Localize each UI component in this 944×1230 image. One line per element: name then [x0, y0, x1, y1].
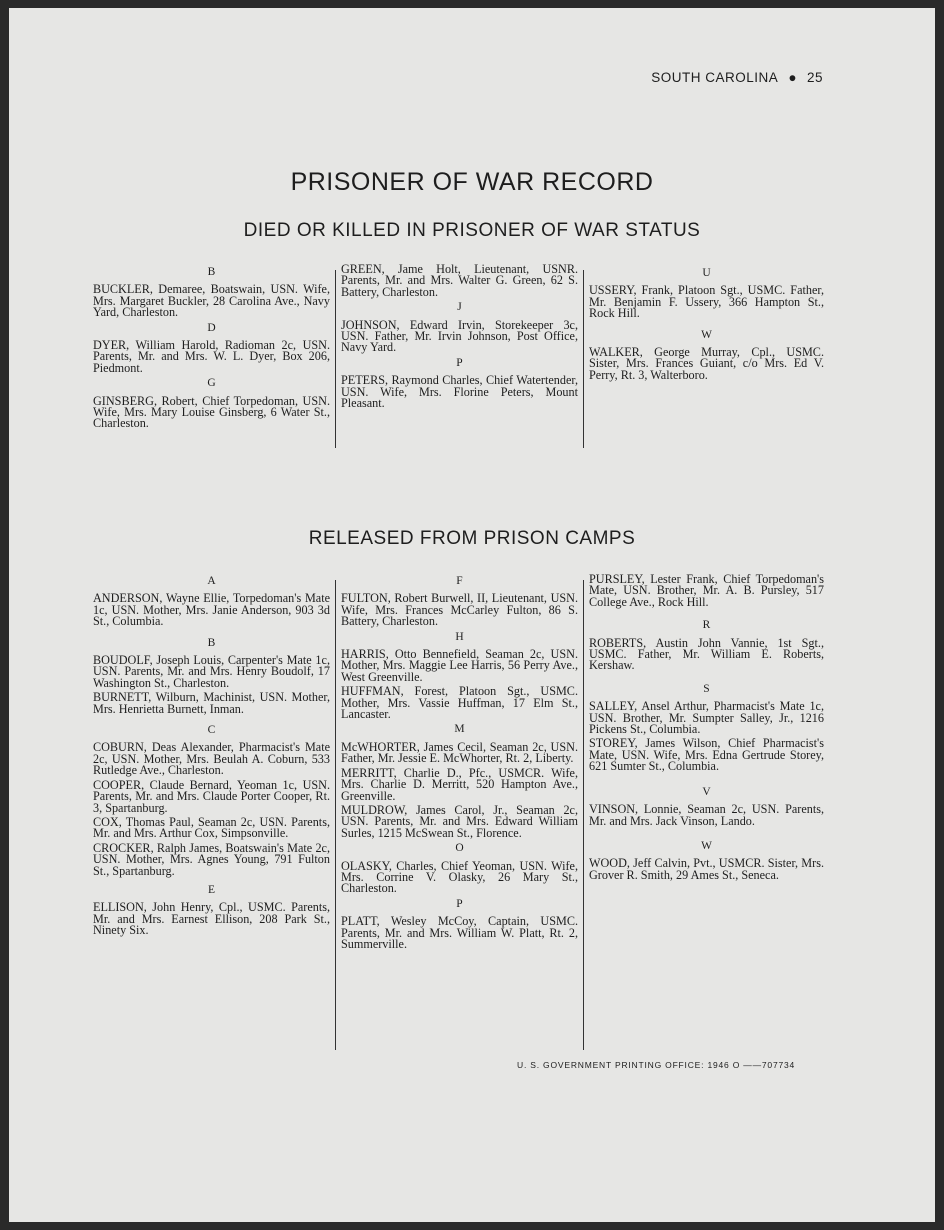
letter-group: [589, 787, 824, 827]
running-header: [651, 70, 823, 85]
released-column-3: [589, 574, 824, 884]
section-heading-released: RELEASED FROM PRISON CAMPS: [308, 528, 636, 549]
header-state: SOUTH CAROLINA: [651, 70, 779, 85]
prisoner-entry: PLATT, Wesley McCoy, Captain, USMC. Parents, Mr. and Mrs. William W. Platt, Rt. 2, Summerville.: [341, 914, 578, 951]
letter-group: [93, 638, 330, 715]
prisoner-entry: BOUDOLF, Joseph Louis, Carpenter's Mate 1c, USN. Parents, Mr. and Mrs. Henry Boudolf, 17 Washington St., Charleston.: [93, 653, 330, 690]
prisoner-entry: McWHORTER, James Cecil, Seaman 2c, USN. Father, Mr. Jessie E. McWhorter, Rt. 2, Liberty.: [341, 739, 578, 766]
column-divider: [583, 580, 584, 1050]
alphabet-letter-heading: D: [207, 321, 216, 334]
alphabet-letter-heading: F: [456, 575, 463, 587]
section-heading-died: DIED OR KILLED IN PRISONER OF WAR STATUS: [243, 220, 701, 241]
letter-group: [341, 302, 578, 354]
letter-group: [93, 378, 330, 430]
prisoner-entry: COOPER, Claude Bernard, Yeoman 1c, USN. Parents, Mr. and Mrs. Claude Porter Cooper, Rt. 3, Spartanburg.: [93, 777, 330, 815]
prisoner-entry: GREEN, Jame Holt, Lieutenant, USNR. Parents, Mr. and Mrs. Walter G. Green, 62 S. Battery, Charleston.: [341, 262, 578, 299]
alphabet-letter-heading: H: [455, 630, 464, 643]
prisoner-entry: ANDERSON, Wayne Ellie, Torpedoman's Mate 1c, USN. Mother, Mrs. Janie Anderson, 903 3d St., Columbia.: [93, 591, 330, 629]
alphabet-letter-heading: S: [703, 682, 710, 695]
letter-group: [93, 725, 330, 877]
prisoner-entry: SALLEY, Ansel Arthur, Pharmacist's Mate 1c, USN. Brother, Mr. Sumpter Salley, Jr., 1216 Pickens St., Columbia.: [589, 699, 824, 737]
page-title: PRISONER OF WAR RECORD: [290, 168, 654, 196]
prisoner-entry: BUCKLER, Demaree, Boatswain, USN. Wife, Mrs. Margaret Buckler, 28 Carolina Ave., Navy Yard, Charleston.: [93, 282, 330, 320]
prisoner-entry: COBURN, Deas Alexander, Pharmacist's Mate 2c, USN. Mother, Mrs. Beulah A. Coburn, 533 Rutledge Ave., Charleston.: [93, 740, 330, 778]
prisoner-entry: MERRITT, Charlie D., Pfc., USMCR. Wife, Mrs. Charlie D. Merritt, 520 Hampton Ave., Greenville.: [341, 765, 578, 803]
prisoner-entry: OLASKY, Charles, Chief Yeoman, USN. Wife, Mrs. Corrine V. Olasky, 26 Mary St., Charleston.: [341, 858, 578, 896]
letter-group: [589, 574, 824, 608]
alphabet-letter-heading: B: [207, 266, 216, 278]
released-column-2: [341, 572, 578, 953]
alphabet-letter-heading: W: [701, 328, 712, 341]
letter-group: [341, 899, 578, 951]
letter-group: [341, 576, 578, 628]
died-column-3: [589, 264, 824, 384]
released-column-1: [93, 572, 330, 940]
prisoner-entry: PURSLEY, Lester Frank, Chief Torpedoman's Mate, USN. Brother, Mr. A. B. Pursley, 517 College Ave., Rock Hill.: [589, 572, 824, 609]
prisoner-entry: MULDROW, James Carol, Jr., Seaman 2c, USN. Parents, Mr. and Mrs. Edward William Surles, 1215 McSwean St., Florence.: [341, 802, 578, 840]
prisoner-entry: ROBERTS, Austin John Vannie, 1st Sgt., USMC. Father, Mr. William E. Roberts, Kershaw.: [589, 635, 824, 673]
prisoner-entry: DYER, William Harold, Radioman 2c, USN. Parents, Mr. and Mrs. W. L. Dyer, Box 206, Piedmont.: [93, 338, 330, 375]
letter-group: [341, 358, 578, 410]
alphabet-letter-heading: V: [702, 785, 711, 798]
letter-group: [589, 268, 824, 320]
bullet-icon: ●: [788, 70, 797, 85]
prisoner-entry: VINSON, Lonnie, Seaman 2c, USN. Parents, Mr. and Mrs. Jack Vinson, Lando.: [589, 802, 824, 828]
prisoner-entry: HUFFMAN, Forest, Platoon Sgt., USMC. Mother, Mrs. Vassie Huffman, 17 Elm St., Lancaster.: [341, 684, 578, 722]
document-page: [9, 8, 935, 1222]
prisoner-entry: ELLISON, John Henry, Cpl., USMC. Parents, Mr. and Mrs. Earnest Ellison, 208 Park St., Ninety Six.: [93, 900, 330, 938]
alphabet-letter-heading: M: [454, 723, 465, 736]
prisoner-entry: HARRIS, Otto Bennefield, Seaman 2c, USN. Mother, Mrs. Maggie Lee Harris, 56 Perry Ave., West Greenville.: [341, 647, 578, 684]
alphabet-letter-heading: B: [207, 636, 216, 649]
alphabet-letter-heading: R: [702, 619, 711, 632]
alphabet-letter-heading: E: [207, 883, 216, 896]
letter-group: [589, 841, 824, 881]
column-divider: [335, 270, 336, 448]
prisoner-entry: COX, Thomas Paul, Seaman 2c, USN. Parents, Mr. and Mrs. Arthur Cox, Simpsonville.: [93, 814, 330, 841]
prisoner-entry: GINSBERG, Robert, Chief Torpedoman, USN. Wife, Mrs. Mary Louise Ginsberg, 6 Water St., Charleston.: [93, 393, 330, 431]
printing-office-footer: U. S. GOVERNMENT PRINTING OFFICE: 1946 O ——707734: [517, 1060, 796, 1070]
prisoner-entry: JOHNSON, Edward Irvin, Storekeeper 3c, USN. Father, Mr. Irvin Johnson, Post Office, Navy Yard.: [341, 317, 578, 355]
alphabet-letter-heading: W: [701, 839, 712, 852]
alphabet-letter-heading: G: [207, 377, 216, 390]
alphabet-letter-heading: O: [455, 842, 464, 855]
page-number: 25: [806, 70, 823, 85]
letter-group: [93, 267, 330, 319]
prisoner-entry: CROCKER, Ralph James, Boatswain's Mate 2c, USN. Mother, Mrs. Agnes Young, 791 Fulton St., Spartanburg.: [93, 840, 330, 878]
prisoner-entry: WALKER, George Murray, Cpl., USMC. Sister, Mrs. Frances Guiant, c/o Mrs. Ed V. Perry, Rt. 3, Walterboro.: [589, 345, 824, 382]
column-divider: [583, 270, 584, 448]
letter-group: [341, 632, 578, 721]
alphabet-letter-heading: C: [207, 724, 216, 737]
prisoner-entry: STOREY, James Wilson, Chief Pharmacist's Mate, USN. Wife, Mrs. Edna Gertrude Storey, 621 Sumter St., Columbia.: [589, 736, 824, 774]
prisoner-entry: USSERY, Frank, Platoon Sgt., USMC. Father, Mr. Benjamin F. Ussery, 366 Hampton St., Rock Hill.: [589, 283, 824, 321]
prisoner-entry: WOOD, Jeff Calvin, Pvt., USMCR. Sister, Mrs. Grover R. Smith, 29 Ames St., Seneca.: [589, 856, 824, 882]
alphabet-letter-heading: U: [702, 267, 711, 279]
died-column-1: [93, 263, 330, 433]
column-divider: [335, 580, 336, 1050]
letter-group: [589, 684, 824, 773]
letter-group: [589, 330, 824, 382]
letter-group: [589, 620, 824, 672]
alphabet-letter-heading: P: [456, 356, 463, 369]
letter-group: [341, 843, 578, 895]
letter-group: [93, 323, 330, 375]
prisoner-entry: PETERS, Raymond Charles, Chief Watertender, USN. Wife, Mrs. Florine Peters, Mount Pleasant.: [341, 373, 578, 411]
letter-group: [93, 885, 330, 937]
letter-group: [341, 724, 578, 839]
letter-group: [93, 576, 330, 628]
alphabet-letter-heading: J: [457, 301, 462, 314]
alphabet-letter-heading: P: [456, 897, 463, 910]
prisoner-entry: FULTON, Robert Burwell, II, Lieutenant, USN. Wife, Mrs. Frances McCarley Fulton, 86 S. Battery, Charleston.: [341, 591, 578, 629]
letter-group: [341, 264, 578, 298]
alphabet-letter-heading: A: [207, 575, 216, 587]
died-column-2: [341, 264, 578, 412]
prisoner-entry: BURNETT, Wilburn, Machinist, USN. Mother, Mrs. Henrietta Burnett, Inman.: [93, 690, 330, 716]
